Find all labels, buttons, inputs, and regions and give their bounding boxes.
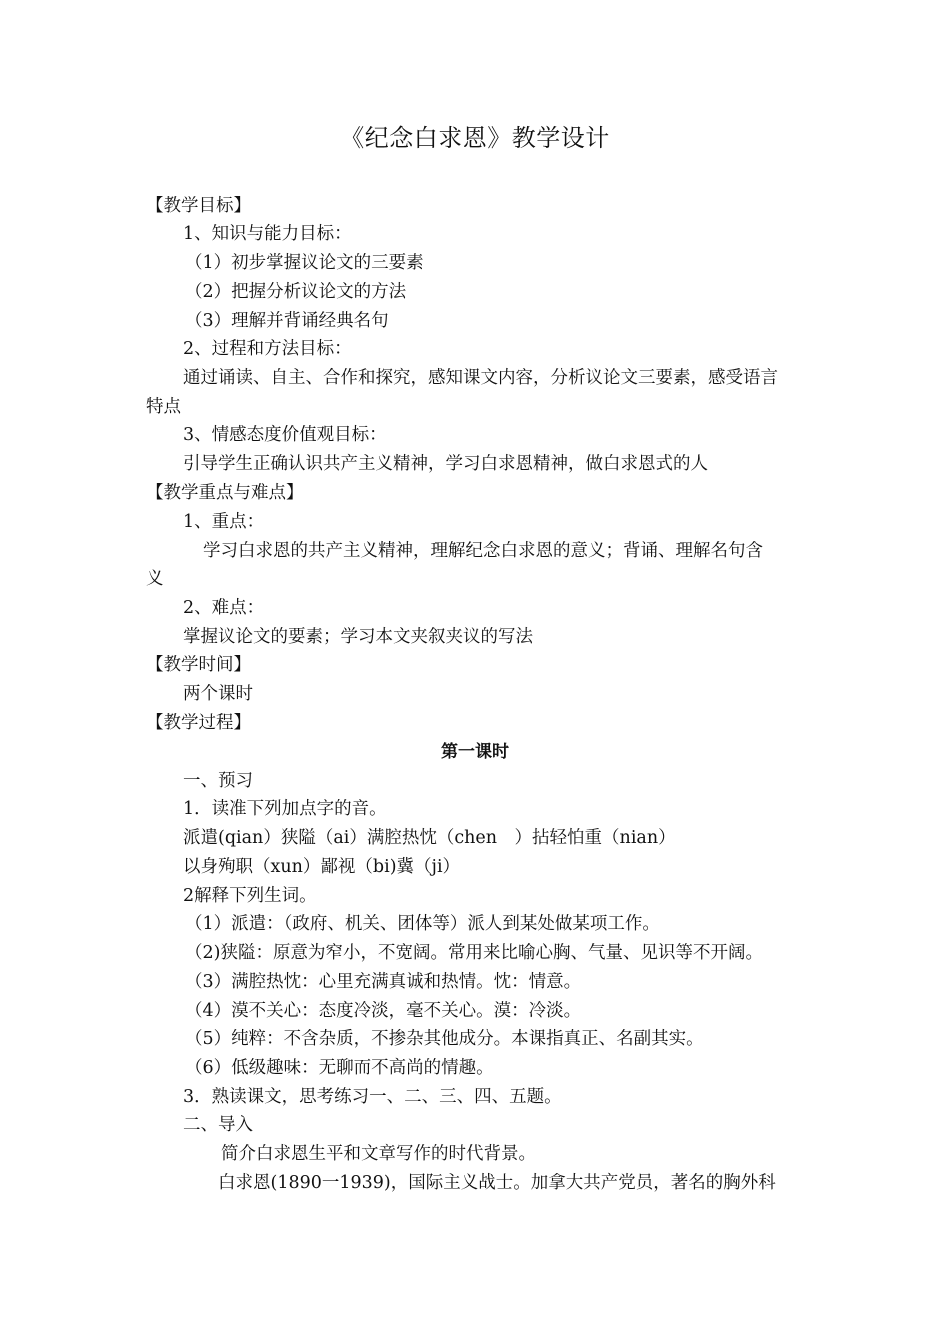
- goal-knowledge-ability: 1、知识与能力目标：: [183, 224, 352, 244]
- pronunciation-line-2: 以身殉职（xun）鄙视（bi)冀（ji）: [183, 857, 461, 877]
- emotion-values-text: 引导学生正确认识共产主义精神，学习白求恩精神，做白求恩式的人: [183, 454, 708, 474]
- step-preview: 一、预习: [183, 771, 253, 791]
- process-method-text: 通过诵读、自主、合作和探究，感知课文内容，分析议论文三要素，感受语言: [183, 368, 778, 388]
- preview-item-3: 3．熟读课文，思考练习一、二、三、四、五题。: [183, 1087, 562, 1107]
- step-introduction: 二、导入: [183, 1115, 253, 1135]
- goal-item-1: （1）初步掌握议论文的三要素: [185, 253, 424, 273]
- section-heading-process: 【教学过程】: [146, 713, 251, 733]
- key-point-text-cont: 义: [146, 569, 164, 589]
- vocab-item-2: （2)狭隘：原意为窄小，不宽阔。常用来比喻心胸、气量、见识等不开阔。: [185, 943, 763, 963]
- lesson-heading: 第一课时: [441, 742, 509, 762]
- key-point-label: 1、重点：: [183, 512, 265, 532]
- process-method-text-cont: 特点: [146, 397, 181, 417]
- goal-item-2: （2）把握分析议论文的方法: [185, 282, 407, 302]
- vocab-item-6: （6）低级趣味：无聊而不高尚的情趣。: [185, 1058, 494, 1078]
- time-text: 两个课时: [183, 684, 253, 704]
- vocab-item-4: （4）漠不关心：态度冷淡，毫不关心。漠：冷淡。: [185, 1001, 582, 1021]
- section-heading-key-points: 【教学重点与难点】: [146, 483, 304, 503]
- vocab-item-3: （3）满腔热忱：心里充满真诚和热情。忱：情意。: [185, 972, 582, 992]
- vocab-item-1: （1）派遣：（政府、机关、团体等）派人到某处做某项工作。: [185, 914, 660, 934]
- pronunciation-line-1: 派遣(qian）狭隘（ai）满腔热忱（chen ）拈轻怕重（nian）: [183, 828, 676, 848]
- introduction-text: 简介白求恩生平和文章写作的时代背景。: [221, 1144, 536, 1164]
- preview-item-2: 2解释下列生词。: [183, 886, 317, 906]
- vocab-item-5: （5）纯粹：不含杂质，不掺杂其他成分。本课指真正、名副其实。: [185, 1029, 704, 1049]
- section-heading-goals: 【教学目标】: [146, 196, 251, 216]
- goal-item-3: （3）理解并背诵经典名句: [185, 311, 389, 331]
- section-heading-time: 【教学时间】: [146, 655, 251, 675]
- goal-emotion-values: 3、情感态度价值观目标：: [183, 425, 387, 445]
- document-title: 《纪念白求恩》教学设计: [340, 124, 610, 152]
- difficulty-label: 2、难点：: [183, 598, 265, 618]
- goal-process-method: 2、过程和方法目标：: [183, 339, 352, 359]
- preview-item-1: 1．读准下列加点字的音。: [183, 799, 387, 819]
- difficulty-text: 掌握议论文的要素；学习本文夹叙夹议的写法: [183, 627, 533, 647]
- bethune-bio-text: 白求恩(1890一1939)，国际主义战士。加拿大共产党员，著名的胸外科: [218, 1173, 776, 1193]
- key-point-text: 学习白求恩的共产主义精神，理解纪念白求恩的意义；背诵、理解名句含: [203, 541, 763, 561]
